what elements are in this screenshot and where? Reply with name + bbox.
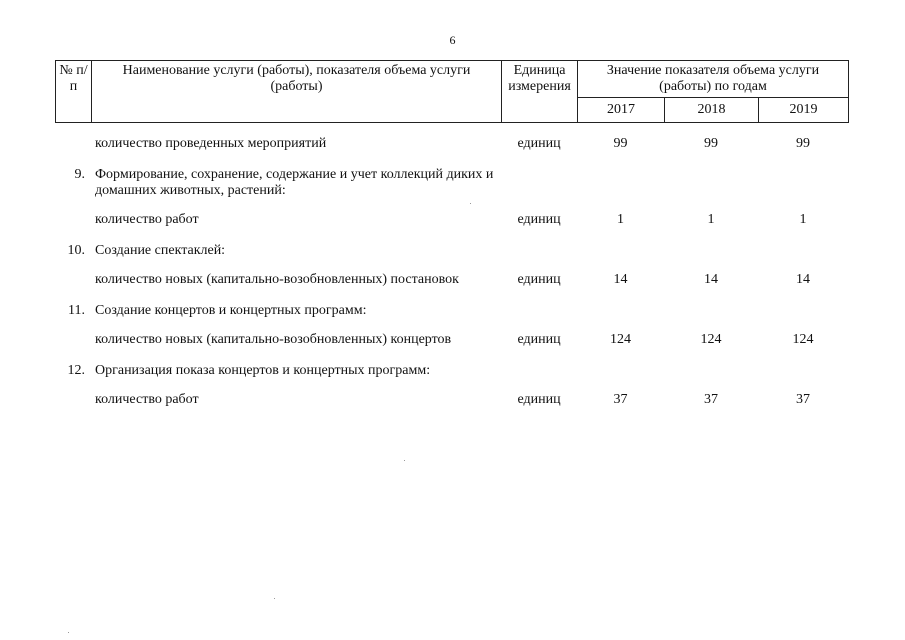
table-header — [55, 60, 849, 123]
header-name: Наименование услуги (работы), показателя объема услуги (работы) — [92, 61, 502, 123]
table-row — [55, 152, 848, 199]
indicator-name: количество работ — [95, 212, 199, 227]
value-2017: 14 — [613, 272, 628, 287]
indicator-name: количество новых (капитально-возобновленных) постановок — [95, 272, 459, 287]
section-title: Создание концертов и концертных программ: — [95, 303, 367, 318]
section-title: Формирование, сохранение, содержание и учет коллекций диких и домашних животных, растений: — [95, 167, 494, 198]
table-row — [55, 259, 848, 288]
header-year-2019: 2019 — [759, 98, 849, 123]
value-2019: 1 — [799, 212, 807, 227]
value-2019: 37 — [796, 392, 810, 407]
indicator-name: количество проведенных мероприятий — [95, 136, 327, 151]
value-2018: 37 — [704, 392, 718, 407]
scan-speck — [68, 632, 69, 633]
scan-speck — [274, 598, 275, 599]
value-2018: 99 — [704, 136, 718, 151]
indicator-name: количество новых (капитально-возобновленных) концертов — [95, 332, 452, 347]
header-year-2018: 2018 — [665, 98, 759, 123]
section-number: 11. — [68, 303, 85, 318]
header-value: Значение показателя объема услуги (работы) по годам — [578, 61, 849, 98]
scan-speck — [470, 203, 471, 204]
indicator-unit: единиц — [517, 272, 561, 287]
table-row — [55, 228, 848, 259]
section-title: Организация показа концертов и концертных программ: — [95, 363, 431, 378]
table-body — [55, 131, 848, 408]
table-row — [55, 319, 848, 348]
value-2018: 1 — [707, 212, 715, 227]
indicator-name: количество работ — [95, 392, 199, 407]
value-2019: 124 — [792, 332, 814, 347]
table-row — [55, 379, 848, 408]
indicator-unit: единиц — [517, 212, 561, 227]
table-row — [55, 199, 848, 228]
value-2018: 124 — [700, 332, 722, 347]
indicator-unit: единиц — [517, 332, 561, 347]
value-2019: 99 — [796, 136, 810, 151]
section-number: 12. — [67, 363, 85, 378]
value-2017: 37 — [613, 392, 628, 407]
table-row — [55, 131, 848, 152]
header-year-2017: 2017 — [578, 98, 665, 123]
section-number: 10. — [67, 243, 85, 258]
section-title: Создание спектаклей: — [95, 243, 226, 258]
value-2019: 14 — [796, 272, 810, 287]
header-unit: Единица измерения — [502, 61, 578, 123]
section-number: 9. — [74, 167, 85, 182]
value-2017: 124 — [610, 332, 631, 347]
table-row — [55, 348, 848, 379]
indicator-unit: единиц — [517, 136, 561, 151]
value-2018: 14 — [704, 272, 718, 287]
page-number: 6 — [449, 33, 456, 47]
header-num: № п/п — [56, 61, 92, 123]
value-2017: 99 — [613, 136, 628, 151]
value-2017: 1 — [617, 212, 624, 227]
table-row — [55, 288, 848, 319]
indicator-unit: единиц — [517, 392, 561, 407]
scan-speck — [404, 460, 405, 461]
